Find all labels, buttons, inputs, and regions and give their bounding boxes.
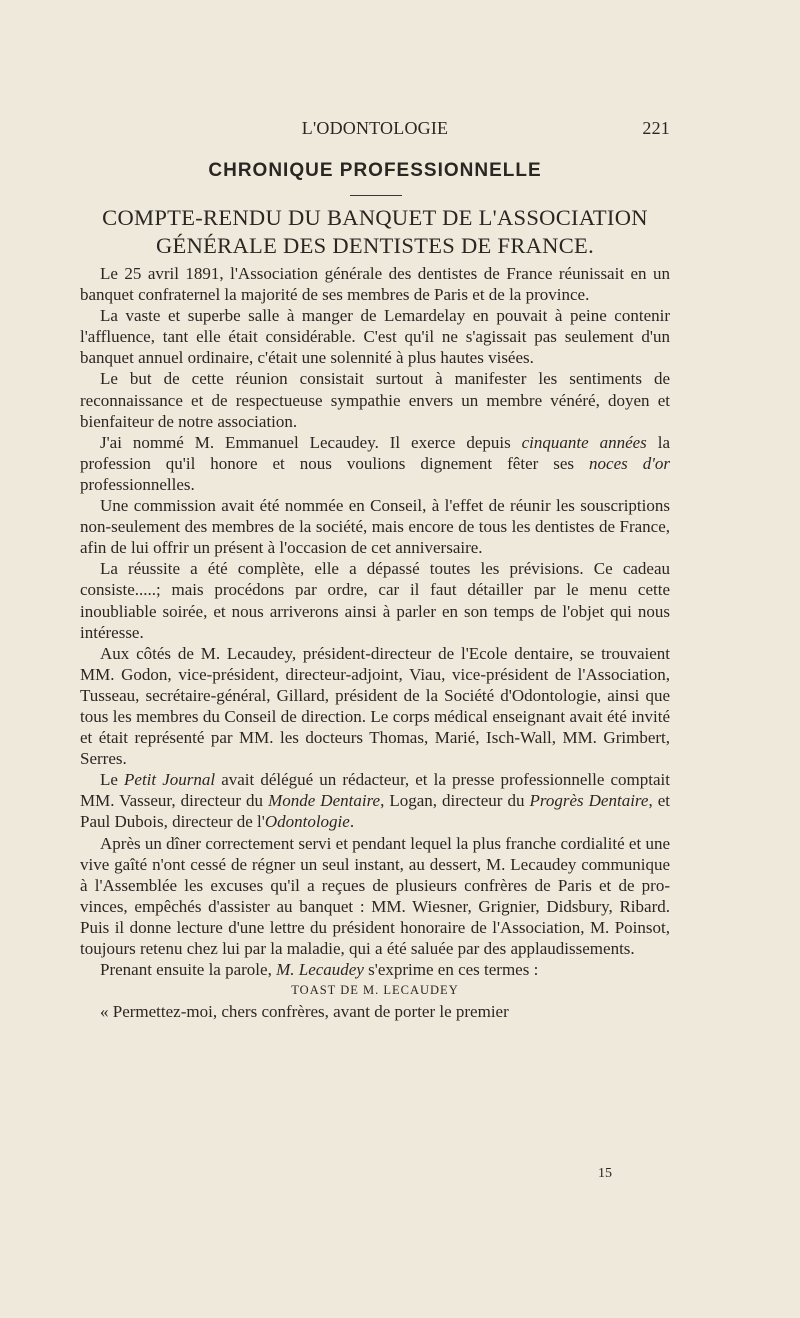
article-body xyxy=(80,263,670,1022)
paragraph-4: J'ai nommé M. Emmanuel Lecaudey. Il exerce depuis cinquante années la profession qu'il honore et nous voulions dignement fêter ses noces d'or professionnelles. xyxy=(80,432,670,494)
paragraph-2: La vaste et superbe salle à manger de Lemardelay en pouvait à peine contenir l'affluence, tant elle était considérable. C'est qu'il ne s'agissait pas seulement d'un banquet annuel ordinaire, c'était une solennité à plus hautes visées. xyxy=(80,306,670,368)
article-title-line-1: COMPTE-RENDU DU BANQUET DE L'ASSOCIATION xyxy=(102,205,648,230)
paragraph-9: Après un dîner correctement servi et pendant lequel la plus franche cordialité et une vive gaîté n'ont cessé de régner un seul instant, au dessert, M. Lecaudey communique à l'Assemblée les excuses qu'il a reçues de plusieurs confrères de Paris et de provinces, empêchés d'assister au banquet : MM. Wiesner, Grignier, Didsbury, Ribard. Puis il donne lecture d'une lettre du président honoraire de l'Association, M. Poinsot, toujours retenu chez lui par la maladie, qui a été saluée par des applaudissements. xyxy=(80,833,670,958)
paragraph-8: Le Petit Journal avait délégué un rédacteur, et la presse professionnelle comptait MM. Vasseur, directeur du Monde Dentaire, Logan, directeur du Progrès Dentaire, et Paul Dubois, directeur de l'Odontologie. xyxy=(80,770,670,832)
section-title: CHRONIQUE PROFESSIONNELLE xyxy=(208,160,542,181)
paragraph-1: Le 25 avril 1891, l'Association générale des dentistes de France réunissait en un banquet confraternel la majorité de ses membres de Paris et de la province. xyxy=(80,264,670,305)
paragraph-10: Prenant ensuite la parole, M. Lecaudey s'exprime en ces termes : xyxy=(100,960,539,980)
paragraph-5: Une commission avait été nommée en Conseil, à l'effet de réunir les souscriptions non-seulement des membres de la société, mais encore de tous les dentistes de France, afin de lui offrir un présent à l'occasion de cet anniversaire. xyxy=(80,496,670,558)
article-title-line-2: GÉNÉRALE DES DENTISTES DE FRANCE. xyxy=(155,233,594,258)
paragraph-7: Aux côtés de M. Lecaudey, président-directeur de l'Ecole dentaire, se trouvaient MM. Godon, vice-président, directeur-adjoint, Viau, vice-président de l'Association, Tusseau, secrétaire-général, Gillard, président de la Société d'Odontologie, ainsi que tous les membres du Conseil de direction. Le corps médical enseignant avait été invité et était représenté par MM. les docteurs Thomas, Marié, Isch-Wall, MM. Grimbert, Serres. xyxy=(80,643,670,769)
paragraph-3: Le but de cette réunion consistait surtout à manifester les sentiments de reconnaissance et de respectueuse sympathie envers un membre vénéré, doyen et bienfaiteur de notre association. xyxy=(80,369,670,431)
paragraph-11: « Permettez-moi, chers confrères, avant de porter le premier xyxy=(100,1002,509,1022)
running-title: L'ODONTOLOGIE xyxy=(301,118,449,138)
title-divider xyxy=(350,195,402,196)
article-title xyxy=(80,204,670,260)
signature-mark: 15 xyxy=(598,1166,612,1181)
paragraph-6: La réussite a été complète, elle a dépassé toutes les prévisions. Ce cadeau consiste.....; mais procédons par ordre, car il faut détailler par le menu cette inoubliable soirée, et nous arriverons ainsi à parler en son temps de l'objet qui nous intéresse. xyxy=(80,559,670,642)
page-number: 221 xyxy=(642,118,670,138)
toast-heading: TOAST DE M. LECAUDEY xyxy=(291,983,459,998)
